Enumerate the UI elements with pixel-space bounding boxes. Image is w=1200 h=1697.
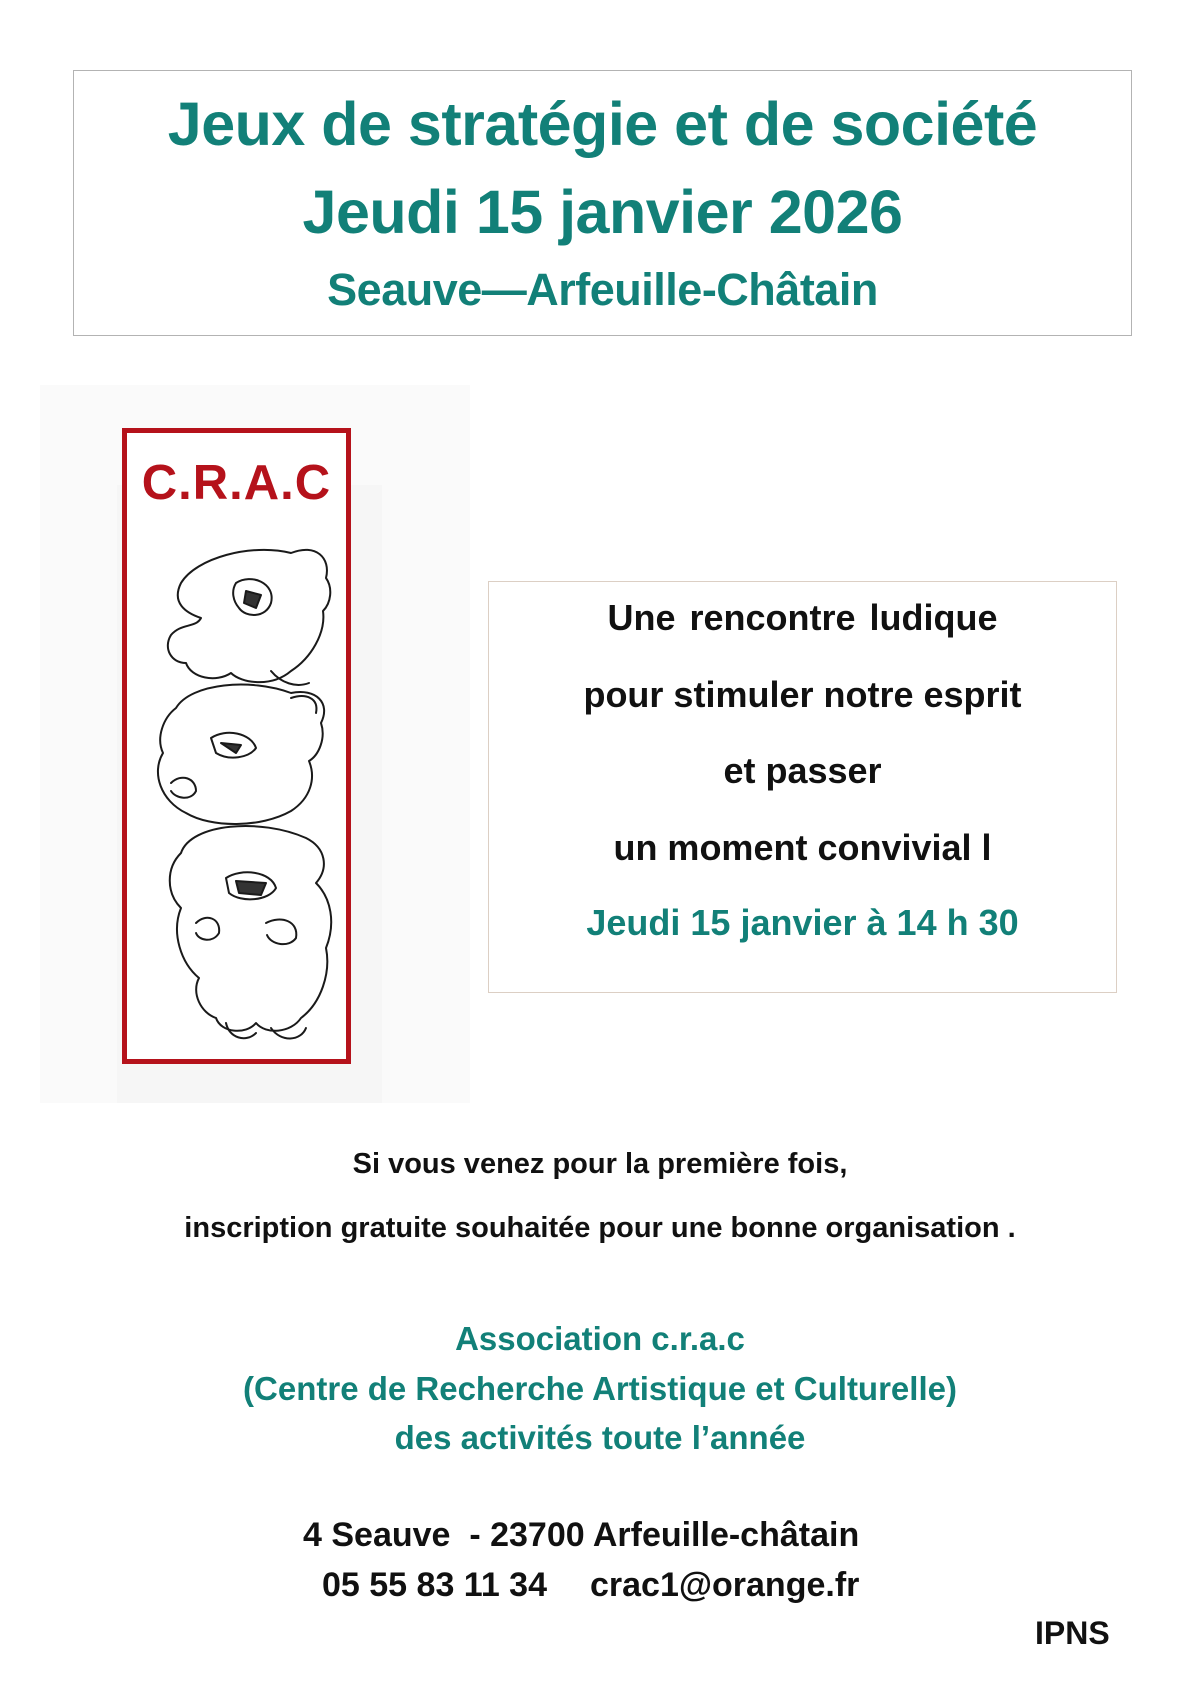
- ipns-label: IPNS: [1035, 1615, 1110, 1651]
- registration-note: Si vous venez pour la première fois,: [352, 1148, 848, 1180]
- event-location: Seauve—Arfeuille-Châtain: [327, 264, 878, 315]
- logo-text: C.R.A.C: [141, 456, 332, 510]
- title-box: [73, 70, 1132, 336]
- association-tagline: des activités toute l’année: [394, 1419, 806, 1456]
- registration-note: inscription gratuite souhaitée pour une bonne organisation .: [184, 1212, 1016, 1244]
- contact-email: crac1@orange.fr: [590, 1566, 860, 1604]
- contact-address: 4 Seauve - 23700 Arfeuille-châtain: [303, 1516, 860, 1554]
- association-name: Association c.r.a.c: [455, 1320, 745, 1357]
- event-title: Jeux de stratégie et de société: [167, 90, 1038, 158]
- crac-logo: [122, 428, 351, 1064]
- contact-phone: 05 55 83 11 34: [322, 1566, 548, 1604]
- elephant-stack-icon: [141, 523, 341, 1053]
- association-fullname: (Centre de Recherche Artistique et Culturelle): [243, 1370, 957, 1407]
- info-line: un moment convivial l: [613, 827, 992, 868]
- event-schedule: Jeudi 15 janvier à 14 h 30: [586, 902, 1019, 943]
- info-line: pour stimuler notre esprit: [583, 674, 1022, 715]
- info-line: et passer: [723, 750, 882, 791]
- info-line: Une rencontre ludique: [607, 597, 998, 638]
- event-info-box: [488, 581, 1117, 993]
- event-date: Jeudi 15 janvier 2026: [302, 178, 903, 246]
